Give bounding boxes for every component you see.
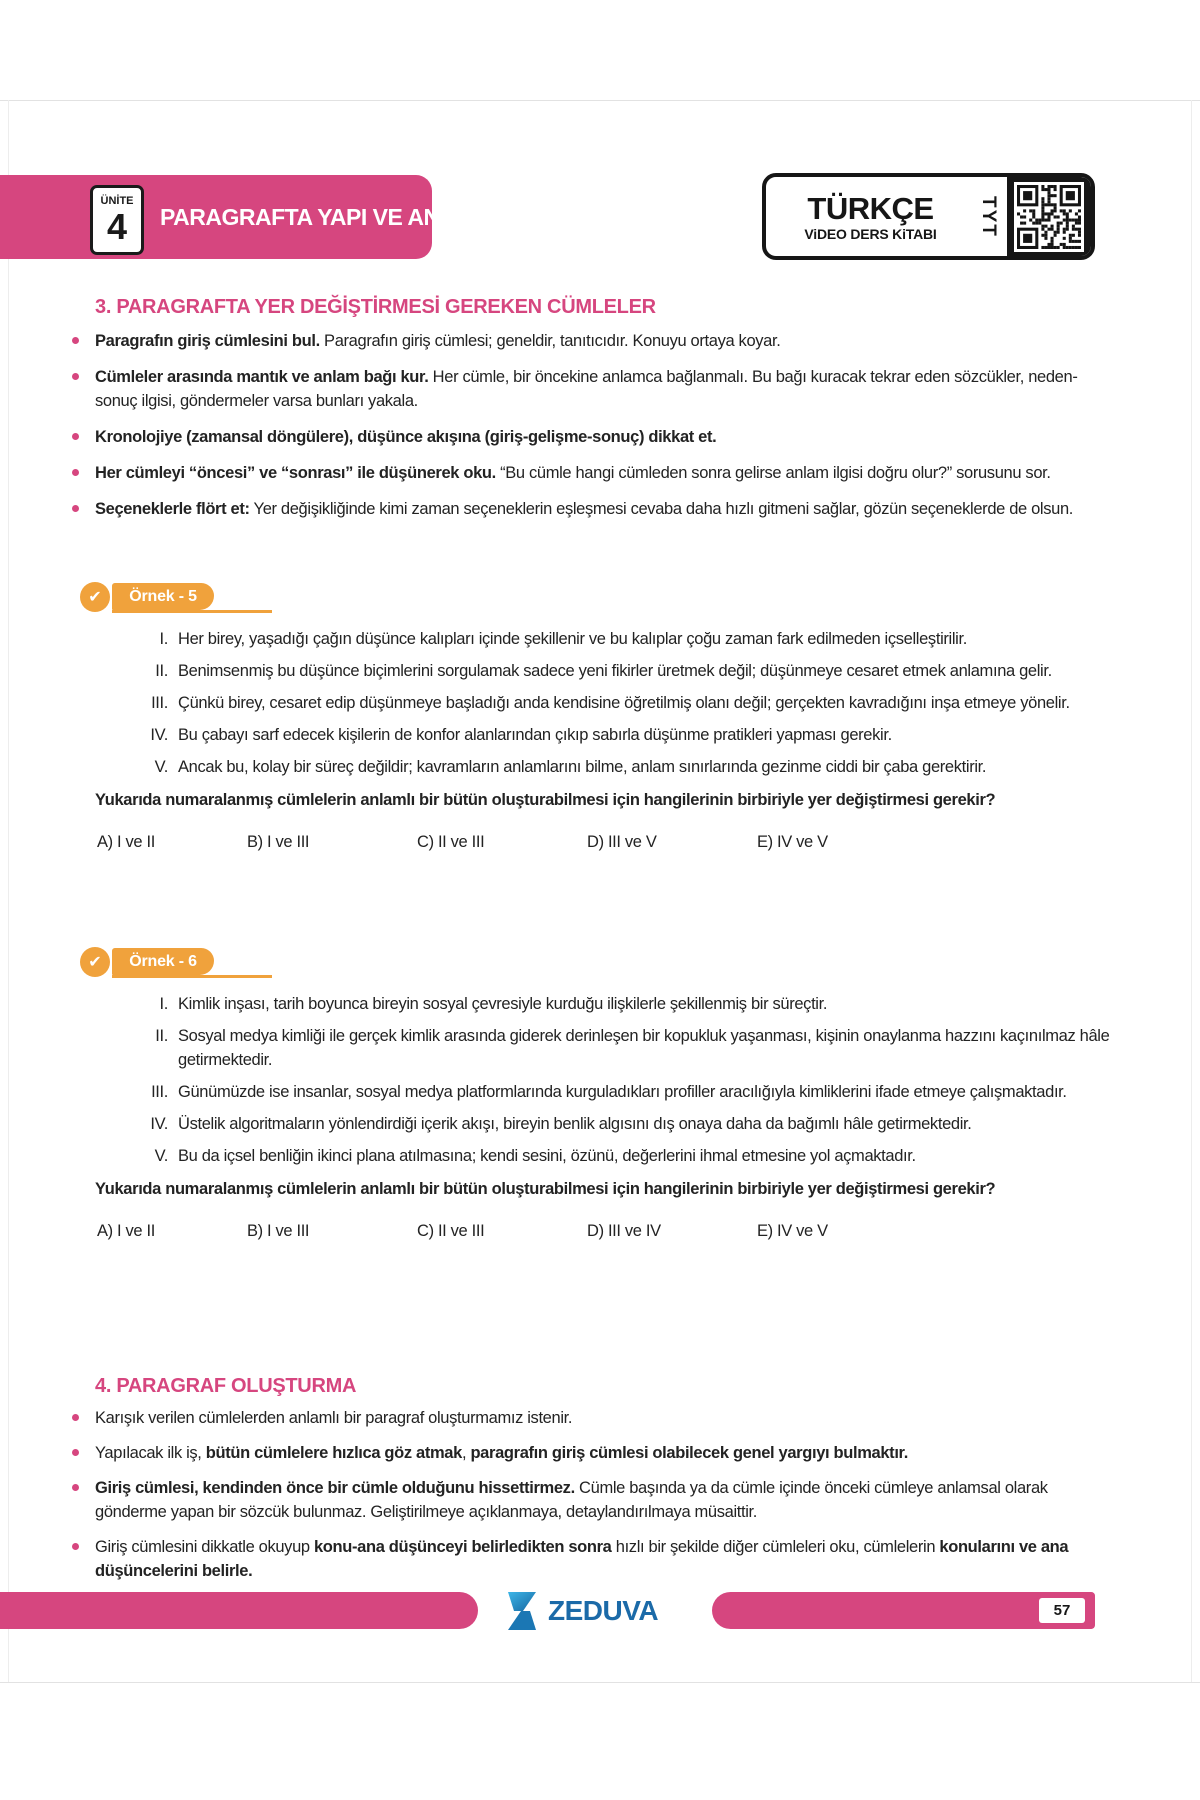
list-item bbox=[132, 755, 1200, 779]
bullet-regular-text: Cümle başında ya da cümle içinde önceki cümleye anlamsal olarak gönderme yapan bir sözcük bulunmaz. Geliştirilmeye açıklanmaya, detaylandırılmaya müsaittir. bbox=[95, 1479, 1048, 1521]
bullet-item bbox=[72, 1406, 1082, 1430]
item-numeral: II. bbox=[155, 662, 168, 680]
bullet-item bbox=[72, 1535, 1082, 1583]
list-item bbox=[132, 992, 1200, 1016]
example-5-question: Yukarıda numaralanmış cümlelerin anlamlı bir bütün oluşturabilmesi için hangilerinin birbiriyle yer değiştirmesi gerekir? bbox=[95, 791, 996, 809]
bullet-text bbox=[95, 329, 1082, 353]
list-item bbox=[132, 627, 1200, 651]
bullet-bold-text: konularını ve ana düşüncelerini belirle. bbox=[95, 1538, 1069, 1580]
list-item bbox=[132, 691, 1200, 715]
zeduva-logo-icon bbox=[504, 1591, 540, 1631]
unit-badge-number: 4 bbox=[106, 205, 128, 247]
example-5-options bbox=[97, 830, 1200, 854]
bullet-text bbox=[95, 1476, 1082, 1524]
example-6-question: Yukarıda numaralanmış cümlelerin anlamlı bir bütün oluşturabilmesi için hangilerinin birbiriyle yer değiştirmesi gerekir? bbox=[95, 1180, 996, 1198]
bullet-dot-icon bbox=[72, 469, 79, 476]
bullet-item bbox=[72, 1441, 1082, 1465]
bullet-text bbox=[95, 497, 1082, 521]
item-text: Kimlik inşası, tarih boyunca bireyin sosyal çevresiyle kurduğu ilişkilerle şekillenmiş bir süreçtir. bbox=[178, 995, 828, 1013]
page-bottom-divider bbox=[0, 1682, 1200, 1683]
bullet-dot-icon bbox=[72, 505, 79, 512]
section-3-bullets bbox=[72, 329, 1082, 521]
bullet-bold-text: konu-ana düşünceyi belirledikten sonra bbox=[313, 1538, 612, 1556]
example-5-items bbox=[132, 627, 1200, 779]
bullet-item bbox=[72, 365, 1082, 413]
list-item bbox=[132, 1080, 1200, 1104]
bullet-regular-text: Giriş cümlesini dikkatle okuyup bbox=[95, 1538, 314, 1556]
book-brand-text bbox=[766, 177, 975, 256]
answer-option: C) II ve III bbox=[417, 833, 485, 851]
bullet-bold-text: Her cümleyi “öncesi” ve “sonrası” ile düşünerek oku. bbox=[95, 464, 496, 482]
section-4-title: 4. PARAGRAF OLUŞTURMA bbox=[95, 1375, 357, 1397]
bullet-regular-text: Yer değişikliğinde kimi zaman seçeneklerin eşleşmesi cevaba daha hızlı gitmeni sağlar, gözün seçeneklerde de olsun. bbox=[249, 500, 1074, 518]
check-icon: ✔ bbox=[80, 947, 110, 977]
item-numeral: II. bbox=[155, 1027, 168, 1045]
bullet-bold-text: Seçeneklerle flört et: bbox=[95, 500, 250, 518]
answer-option: C) II ve III bbox=[417, 1222, 485, 1240]
qr-code-frame bbox=[1007, 177, 1091, 256]
item-numeral: III. bbox=[151, 1083, 168, 1101]
bullet-item bbox=[72, 329, 1082, 353]
bullet-dot-icon bbox=[72, 1543, 79, 1550]
bullet-text bbox=[95, 425, 1082, 449]
answer-option: B) I ve III bbox=[247, 1222, 310, 1240]
answer-option: A) I ve II bbox=[97, 833, 155, 851]
item-text: Bu da içsel benliğin ikinci plana atılmasına; kendi sesini, özünü, değerlerini ihmal etmesine yol açmaktadır. bbox=[178, 1147, 916, 1165]
bullet-bold-text: Cümleler arasında mantık ve anlam bağı kur. bbox=[95, 368, 429, 386]
unit-badge-label: ÜNİTE bbox=[100, 194, 134, 207]
bullet-dot-icon bbox=[72, 1484, 79, 1491]
bullet-bold-text: Giriş cümlesi, kendinden önce bir cümle olduğunu hissettirmez. bbox=[95, 1479, 575, 1497]
example-tab-underline bbox=[112, 610, 272, 613]
book-subtitle: ViDEO DERS KiTABI bbox=[804, 225, 937, 242]
section-3 bbox=[0, 296, 1200, 533]
answer-option: B) I ve III bbox=[247, 833, 310, 851]
answer-option: E) IV ve V bbox=[757, 833, 828, 851]
item-numeral: IV. bbox=[150, 1115, 168, 1133]
answer-option: D) III ve IV bbox=[587, 1222, 661, 1240]
bullet-text bbox=[95, 461, 1082, 485]
book-brand-box bbox=[762, 173, 1095, 260]
bullet-dot-icon bbox=[72, 1414, 79, 1421]
bullet-regular-text: “Bu cümle hangi cümleden sonra gelirse anlam ilgisi doğru olur?” sorusunu sor. bbox=[495, 464, 1051, 482]
footer-right-bar bbox=[712, 1592, 1095, 1629]
unit-banner-title: PARAGRAFTA YAPI VE ANLAM bbox=[160, 203, 488, 230]
bullet-regular-text: Her cümle, bir öncekine anlamca bağlanmalı. Bu bağı kuracak tekrar eden sözcükler, neden-sonuç ilgisi, göndermeler varsa bunları yakala. bbox=[95, 368, 1078, 410]
bullet-bold-text: paragrafın giriş cümlesi olabilecek genel yargıyı bulmaktır. bbox=[470, 1444, 908, 1462]
item-numeral: V. bbox=[154, 1147, 168, 1165]
unit-number-badge bbox=[90, 185, 144, 255]
example-6-items bbox=[132, 992, 1200, 1168]
section-4-bullets bbox=[72, 1406, 1082, 1583]
check-icon: ✔ bbox=[80, 582, 110, 612]
example-5 bbox=[0, 583, 1200, 854]
bullet-item bbox=[72, 425, 1082, 449]
bullet-regular-text: Paragrafın giriş cümlesi; geneldir, tanıtıcıdır. Konuyu ortaya koyar. bbox=[319, 332, 781, 350]
list-item bbox=[132, 723, 1200, 747]
publisher-name: ZEDUVA bbox=[548, 1595, 659, 1626]
section-4 bbox=[0, 1375, 1200, 1594]
example-5-label: Örnek - 5 bbox=[112, 583, 214, 610]
item-numeral: I. bbox=[159, 630, 168, 648]
bullet-dot-icon bbox=[72, 433, 79, 440]
bullet-regular-text: Yapılacak ilk iş, bbox=[95, 1444, 206, 1462]
example-5-header bbox=[0, 583, 1200, 613]
book-title: TÜRKÇE bbox=[807, 190, 934, 226]
example-6-label: Örnek - 6 bbox=[112, 948, 214, 975]
unit-banner bbox=[0, 175, 488, 259]
bullet-text bbox=[95, 365, 1082, 413]
item-numeral: IV. bbox=[150, 726, 168, 744]
item-text: Üstelik algoritmaların yönlendirdiği içerik akışı, bireyin benlik algısını dış onaya daha da bağımlı hâle getirmektedir. bbox=[178, 1115, 972, 1133]
qr-code-icon bbox=[1014, 182, 1084, 252]
bullet-item bbox=[72, 461, 1082, 485]
bullet-text bbox=[95, 1441, 1082, 1465]
item-text: Sosyal medya kimliği ile gerçek kimlik arasında giderek derinleşen bir kopukluk yaşanması, kişinin onaylanma hazzını kaçınılmaz hâle getirmektedir. bbox=[178, 1027, 1110, 1069]
footer-left-bar bbox=[0, 1592, 478, 1629]
bullet-bold-text: Kronolojiye (zamansal döngülere), düşünce akışına (giriş-gelişme-sonuç) dikkat et. bbox=[95, 428, 717, 446]
answer-option: D) III ve V bbox=[587, 833, 657, 851]
bullet-text bbox=[95, 1535, 1082, 1583]
bullet-bold-text: bütün cümlelere hızlıca göz atmak bbox=[205, 1444, 462, 1462]
item-numeral: III. bbox=[151, 694, 168, 712]
answer-option: E) IV ve V bbox=[757, 1222, 828, 1240]
section-3-title: 3. PARAGRAFTA YER DEĞİŞTİRMESİ GEREKEN CÜMLELER bbox=[95, 296, 656, 318]
example-6 bbox=[0, 948, 1200, 1243]
bullet-dot-icon bbox=[72, 1449, 79, 1456]
bullet-regular-text: Karışık verilen cümlelerden anlamlı bir paragraf oluşturmamız istenir. bbox=[95, 1409, 573, 1427]
example-6-options bbox=[97, 1219, 1200, 1243]
item-text: Çünkü birey, cesaret edip düşünmeye başladığı anda kendisine öğretilmiş olanı değil; gerçekten kavradığını inşa etmeye yönelir. bbox=[178, 694, 1070, 712]
item-text: Günümüzde ise insanlar, sosyal medya platformlarında kurguladıkları profiller aracılığıyla kimliklerini ifade etmeye çalışmaktadır. bbox=[178, 1083, 1067, 1101]
list-item bbox=[132, 1024, 1200, 1072]
bullet-item bbox=[72, 497, 1082, 521]
page-number-badge bbox=[1039, 1598, 1085, 1623]
item-text: Bu çabayı sarf edecek kişilerin de konfor alanlarından çıkıp sabırla düşünme pratikleri yapması gerekir. bbox=[178, 726, 892, 744]
page-number: 57 bbox=[1053, 1602, 1071, 1619]
book-exam-label: TYT bbox=[978, 195, 999, 238]
bullet-dot-icon bbox=[72, 373, 79, 380]
item-numeral: I. bbox=[159, 995, 168, 1013]
list-item bbox=[132, 1144, 1200, 1168]
list-item bbox=[132, 659, 1200, 683]
publisher-logo bbox=[504, 1590, 658, 1632]
item-text: Benimsenmiş bu düşünce biçimlerini sorgulamak sadece yeni fikirler üretmek değil; düşünmeye cesaret etmek anlamına gelir. bbox=[178, 662, 1052, 680]
item-text: Ancak bu, kolay bir süreç değildir; kavramların anlamlarını bilme, anlam sınırlarında gezinme ciddi bir çaba gerektirir. bbox=[178, 758, 987, 776]
example-tab-underline bbox=[112, 975, 272, 978]
page-top-divider bbox=[0, 100, 1200, 101]
example-6-header bbox=[0, 948, 1200, 978]
item-text: Her birey, yaşadığı çağın düşünce kalıpları içinde şekillenir ve bu kalıplar çoğu zaman fark edilmeden içselleştirilir. bbox=[178, 630, 967, 648]
list-item bbox=[132, 1112, 1200, 1136]
bullet-item bbox=[72, 1476, 1082, 1524]
answer-option: A) I ve II bbox=[97, 1222, 155, 1240]
item-numeral: V. bbox=[154, 758, 168, 776]
bullet-dot-icon bbox=[72, 337, 79, 344]
bullet-bold-text: Paragrafın giriş cümlesini bul. bbox=[95, 332, 320, 350]
bullet-text bbox=[95, 1406, 1082, 1430]
bullet-regular-text: hızlı bir şekilde diğer cümleleri oku, cümlelerin bbox=[611, 1538, 940, 1556]
bullet-regular-text: , bbox=[461, 1444, 471, 1462]
